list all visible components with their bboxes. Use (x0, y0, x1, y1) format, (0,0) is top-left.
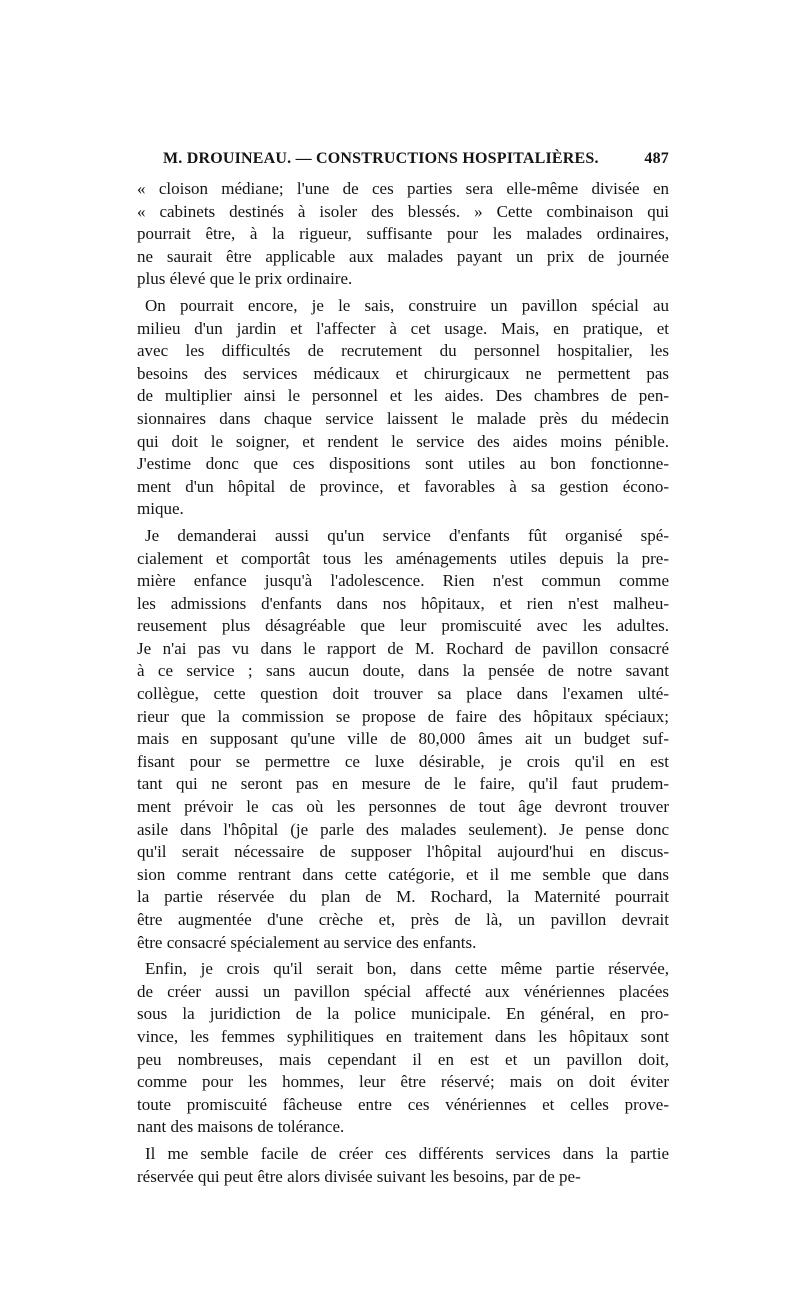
text-line: cialement et comportât tous les aménagements utiles depuis la pre- (137, 548, 669, 568)
text-line: asile dans l'hôpital (je parle des malades seulement). Je pense donc (137, 819, 669, 839)
text-line: avec les difficultés de recrutement du personnel hospitalier, les (137, 341, 669, 361)
text-line: Il me semble facile de créer ces différents services dans la partie (145, 1143, 669, 1163)
text-line: toute promiscuité fâcheuse entre ces vénériennes et celles prove- (137, 1094, 669, 1114)
text-line: ne saurait être applicable aux malades payant un prix de journée (137, 246, 669, 266)
text-line: qu'il serait nécessaire de supposer l'hôpital aujourd'hui en discus- (137, 842, 669, 862)
text-line: à ce service ; sans aucun doute, dans la pensée de notre savant (137, 661, 669, 681)
text-line: reusement plus désagréable que leur promiscuité avec les adultes. (137, 616, 669, 636)
running-title: M. DROUINEAU. — CONSTRUCTIONS HOSPITALIÈRES. (163, 150, 599, 167)
text-line: nant des maisons de tolérance. (137, 1117, 345, 1137)
text-line: de multiplier ainsi le personnel et les aides. Des chambres de pen- (137, 386, 669, 406)
text-line: être consacré spécialement au service des enfants. (137, 932, 477, 952)
page-number: 487 (644, 150, 669, 167)
text-line: Je demanderai aussi qu'un service d'enfants fût organisé spé- (145, 525, 669, 545)
paragraph (137, 295, 669, 521)
text-line: J'estime donc que ces dispositions sont utiles au bon fonctionne- (137, 454, 669, 474)
text-line: Je n'ai pas vu dans le rapport de M. Rochard de pavillon consacré (137, 638, 669, 658)
text-line: sion comme rentrant dans cette catégorie, et il me semble que dans (137, 864, 669, 884)
paragraph (137, 525, 669, 954)
text-line: rieur que la commission se propose de faire des hôpitaux spéciaux; (137, 706, 669, 726)
text-line: On pourrait encore, je le sais, construire un pavillon spécial au (145, 295, 669, 315)
running-head (163, 150, 669, 168)
body-text (137, 178, 669, 1188)
text-line: réservée qui peut être alors divisée suivant les besoins, par de pe- (137, 1166, 581, 1186)
text-line: qui doit le soigner, et rendent le service des aides moins pénible. (137, 431, 669, 451)
text-line: peu nombreuses, mais cependant il en est et un pavillon doit, (137, 1049, 669, 1069)
text-line: « cloison médiane; l'une de ces parties sera elle-même divisée en (137, 179, 669, 198)
book-page (137, 150, 669, 1192)
text-line: mique. (137, 499, 184, 519)
text-line: Enfin, je crois qu'il serait bon, dans cette même partie réservée, (145, 959, 669, 979)
text-line: les admissions d'enfants dans nos hôpitaux, et rien n'est malheu- (137, 593, 669, 613)
text-line: tant qui ne seront pas en mesure de le faire, qu'il faut prudem- (137, 774, 669, 794)
text-line: mais en supposant qu'une ville de 80,000 âmes ait un budget suf- (137, 729, 669, 749)
text-line: ment prévoir le cas où les personnes de tout âge devront trouver (137, 797, 669, 817)
text-line: mière enfance jusqu'à l'adolescence. Rien n'est commun comme (137, 571, 669, 591)
paragraph (137, 1143, 669, 1188)
text-line: fisant pour se permettre ce luxe désirable, je crois qu'il en est (137, 751, 669, 771)
text-line: besoins des services médicaux et chirurgicaux ne permettent pas (137, 363, 669, 383)
paragraph (137, 178, 669, 291)
text-line: sionnaires dans chaque service laissent le malade près du médecin (137, 408, 669, 428)
paragraph (137, 958, 669, 1139)
text-line: collègue, cette question doit trouver sa place dans l'examen ulté- (137, 684, 669, 704)
text-line: comme pour les hommes, leur être réservé; mais on doit éviter (137, 1072, 669, 1092)
text-line: vince, les femmes syphilitiques en traitement dans les hôpitaux sont (137, 1026, 669, 1046)
text-line: sous la juridiction de la police municipale. En général, en pro- (137, 1004, 669, 1024)
text-line: pourrait être, à la rigueur, suffisante pour les malades ordinaires, (137, 224, 669, 244)
text-line: plus élevé que le prix ordinaire. (137, 269, 353, 289)
text-line: ment d'un hôpital de province, et favorables à sa gestion écono- (137, 476, 669, 496)
text-line: milieu d'un jardin et l'affecter à cet usage. Mais, en pratique, et (137, 318, 669, 338)
text-line: être augmentée d'une crèche et, près de là, un pavillon devrait (137, 910, 669, 929)
text-line: de créer aussi un pavillon spécial affecté aux vénériennes placées (137, 981, 669, 1001)
text-line: la partie réservée du plan de M. Rochard, la Maternité pourrait (137, 887, 669, 907)
text-line: « cabinets destinés à isoler des blessés. » Cette combinaison qui (137, 201, 669, 221)
